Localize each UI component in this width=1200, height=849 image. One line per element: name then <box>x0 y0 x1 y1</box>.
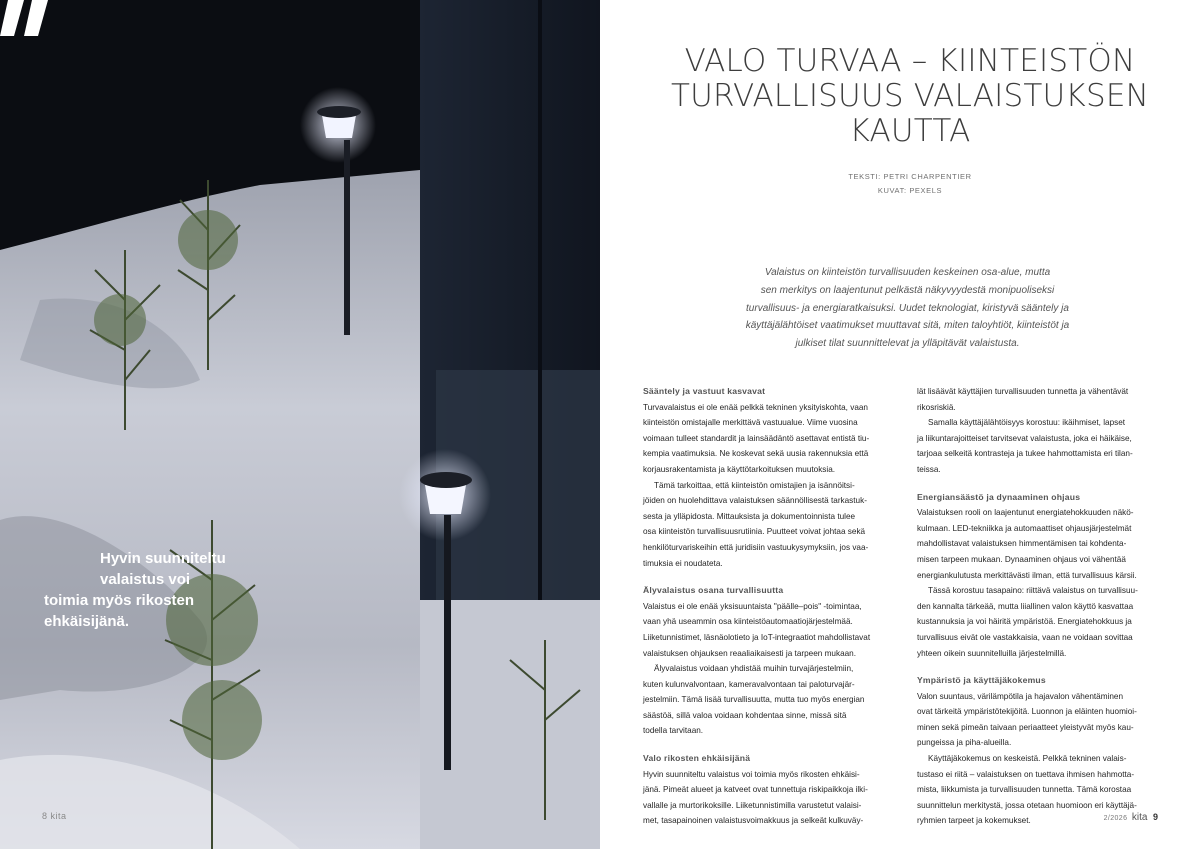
body-column-1 <box>643 384 893 829</box>
section-heading: Ympäristö ja käyttäjäkokemus <box>917 675 1046 686</box>
body-line: todella tarvitaan. <box>643 726 704 736</box>
body-line: valaistuksen ohjauksen reaaliaikaisesti ja tarpeen mukaan. <box>643 648 856 658</box>
body-line: Hyvin suunniteltu valaistus voi toimia myös rikosten ehkäisi- <box>643 769 860 779</box>
lamp-post-1 <box>344 140 350 335</box>
body-line: den kannalta tärkeää, mutta liiallinen valon käyttö kasvattaa <box>917 601 1134 611</box>
body-line: vallalle ja murtorikoksille. Liiketunnistimilla varustetut valaisi- <box>643 800 862 810</box>
body-line: henkilöturvariskeihin että juridisiin vastuukysymyksiin, jos vaa- <box>643 542 869 552</box>
body-line: jänä. Pimeät alueet ja katveet ovat tunnettuja riskipaikkoja ilki- <box>643 785 868 795</box>
body-line: Tämä tarkoittaa, että kiinteistön omistajien ja isännöitsi- <box>654 480 855 490</box>
article-credits <box>660 170 1160 198</box>
pull-quote-line: Hyvin suunniteltu <box>100 550 226 567</box>
body-line: Tässä korostuu tasapaino: riittävä valaistus on turvallisuu- <box>928 586 1138 596</box>
body-line: minen sekä pimeän taivaan periaatteet yleistyvät myös kau- <box>917 722 1134 732</box>
body-line: kulmaan. LED-tekniikka ja automaattiset ohjausjärjestelmät <box>917 523 1132 533</box>
body-line: Valon suuntaus, värilämpötila ja hajavalon vähentäminen <box>917 691 1124 701</box>
body-line: osa kiinteistön turvallisuusrutiinia. Puutteet voivat johtaa sekä <box>643 527 866 537</box>
issue-date: 2/2026 <box>1103 815 1128 822</box>
section-heading: Älyvalaistus osana turvallisuutta <box>643 585 784 596</box>
body-line: pungeissa ja piha-alueilla. <box>917 738 1012 748</box>
section-heading: Energiansäästö ja dynaaminen ohjaus <box>917 491 1081 502</box>
body-line: lät lisäävät käyttäjien turvallisuuden tunnetta ja vähentävät <box>917 387 1129 396</box>
section-heading: Valo rikosten ehkäisijänä <box>643 753 751 764</box>
body-line: energiankulutusta merkittävästi ilman, että turvallisuus kärsii. <box>917 570 1137 580</box>
body-column-2 <box>917 384 1167 829</box>
body-line: Samalla käyttäjälähtöisyys korostuu: ikäihmiset, lapset <box>928 418 1126 428</box>
body-line: Älyvalaistus voidaan yhdistää muihin turvajärjestelmiin, <box>654 664 854 674</box>
body-line: tarjoaa selkeitä kontrasteja ja tukee hahmottamista eri tilan- <box>917 449 1133 459</box>
body-line: voimaan tulleet standardit ja lainsäädäntö asettavat entistä tiu- <box>643 433 870 443</box>
lamp-post-2 <box>444 515 451 770</box>
pull-quote-line: toimia myös rikosten <box>44 592 195 609</box>
body-line: Liiketunnistimet, läsnäolotieto ja IoT-integraatiot mahdollistavat <box>643 632 871 642</box>
body-line: sesta ja ylläpidosta. Mittauksista ja dokumentoinnista tulee <box>643 511 856 521</box>
body-line: jöiden on huolehdittava valaistuksen säännöllisestä tarkastuk- <box>643 496 867 506</box>
lead-paragraph <box>735 264 1080 353</box>
body-line: korjausrakentamista ja käyttötarkoituksen muutoksia. <box>643 464 836 474</box>
body-line: rikosriskiä. <box>917 402 956 412</box>
left-folio <box>42 811 67 821</box>
body-line: Valaistus ei ole enää yksisuuntaista "päälle–pois" -toimintaa, <box>643 601 862 611</box>
body-line: kiinteistön omistajalle merkittävä vastuualue. Viime vuosina <box>643 418 858 428</box>
body-line: kempia vaatimuksia. Ne koskevat sekä uusia rakennuksia että <box>643 449 869 459</box>
lead-line: sen merkitys on laajentunut pelkästä näkyvyydestä monipuoliseksi <box>760 284 1055 296</box>
body-line: met, tasapainoinen valaistusvoimakkuus ja selkeät kulkuväy- <box>643 816 864 826</box>
body-line: misen tarpeen mukaan. Dynaaminen ohjaus voi vähentää <box>917 554 1126 564</box>
right-page-number: 9 <box>1152 812 1158 822</box>
body-line: suunnittelun merkitystä, jossa otetaan huomioon eri käyttäjä- <box>917 800 1137 810</box>
section-heading: Sääntely ja vastuut kasvavat <box>643 386 766 396</box>
body-line: mista, liikkumista ja turvallisuuden tunnetta. Tämä korostaa <box>917 785 1132 795</box>
street-lamp-1 <box>322 115 356 138</box>
body-line: kustannuksia ja voi häiritä ympäristöä. Energiatehokkuus ja <box>917 617 1132 627</box>
body-line: yhteen oikein suunnitelluilla järjestelmillä. <box>917 648 1067 658</box>
body-line: Turvavalaistus ei ole enää pelkkä tekninen yksityiskohta, vaan <box>643 402 868 412</box>
street-lamp-2 <box>425 485 466 514</box>
lead-line: Valaistus on kiinteistön turvallisuuden keskeinen osa-alue, mutta <box>764 267 1051 278</box>
lead-line: julkiset tilat suunnittelevat ja ylläpitävät valaistusta. <box>795 338 1020 350</box>
quotation-mark-icon <box>0 0 56 36</box>
lead-line: turvallisuus- ja energiaratkaisuksi. Uudet teknologiat, kiristyvä sääntely ja <box>746 302 1069 314</box>
body-line: vaan yhä useammin osa kiinteistöautomaatiojärjestelmää. <box>643 617 853 627</box>
lead-line: käyttäjälähtöiset vaatimukset muuttavat sitä, miten taloyhtiöt, kiinteistöt ja <box>745 320 1070 332</box>
right-magazine-name: kita <box>1131 812 1148 823</box>
body-line: Käyttäjäkokemus on keskeistä. Pelkkä tekninen valais- <box>928 754 1127 764</box>
body-line: mahdollistavat valaistuksen himmentämisen tai kohdenta- <box>917 539 1127 549</box>
pull-quote-line: ehkäisijänä. <box>44 613 130 630</box>
article-title <box>660 44 1160 149</box>
body-line: ovat tärkeitä ympäristötekijöitä. Luonnon ja eläinten huomioi- <box>917 707 1137 717</box>
body-line: säästöä, sillä valoa voidaan kohdentaa sinne, missä sitä <box>643 710 847 720</box>
left-page-number: 8 <box>42 811 48 821</box>
body-line: turvallisuus eivät ole vastakkaisia, vaan ne voidaan sovittaa <box>917 632 1133 642</box>
title-line: KAUTTA <box>849 113 971 149</box>
body-line: jestelmiin. Tämä lisää turvallisuutta, mutta tuo myös energian <box>643 695 865 705</box>
body-line: timuksia ei noudateta. <box>643 558 723 568</box>
body-line: kuten kulunvalvontaan, kameravalvontaan tai paloturvajär- <box>643 679 855 689</box>
body-line: tustaso ei riitä – valaistuksen on tuettava ihmisen hahmotta- <box>917 769 1135 779</box>
title-line: TURVALLISUUS VALAISTUKSEN <box>670 78 1150 114</box>
text-credit: TEKSTI: PETRI CHARPENTIER <box>848 172 972 181</box>
body-line: ryhmien tarpeet ja kokemukset. <box>917 816 1031 826</box>
body-line: ja liikuntarajoitteiset tarvitsevat valaistusta, joka ei häikäise, <box>917 433 1132 443</box>
pull-quote-line: valaistus voi <box>100 571 191 588</box>
photo-credit: KUVAT: PEXELS <box>877 186 943 195</box>
body-line: Valaistuksen rooli on laajentunut energiatehokkuuden näkö- <box>917 508 1134 518</box>
left-magazine-name: kita <box>50 811 67 821</box>
title-line: VALO TURVAA – KIINTEISTÖN <box>684 43 1136 79</box>
body-line: teissa. <box>917 464 941 474</box>
right-folio <box>1104 812 1158 823</box>
